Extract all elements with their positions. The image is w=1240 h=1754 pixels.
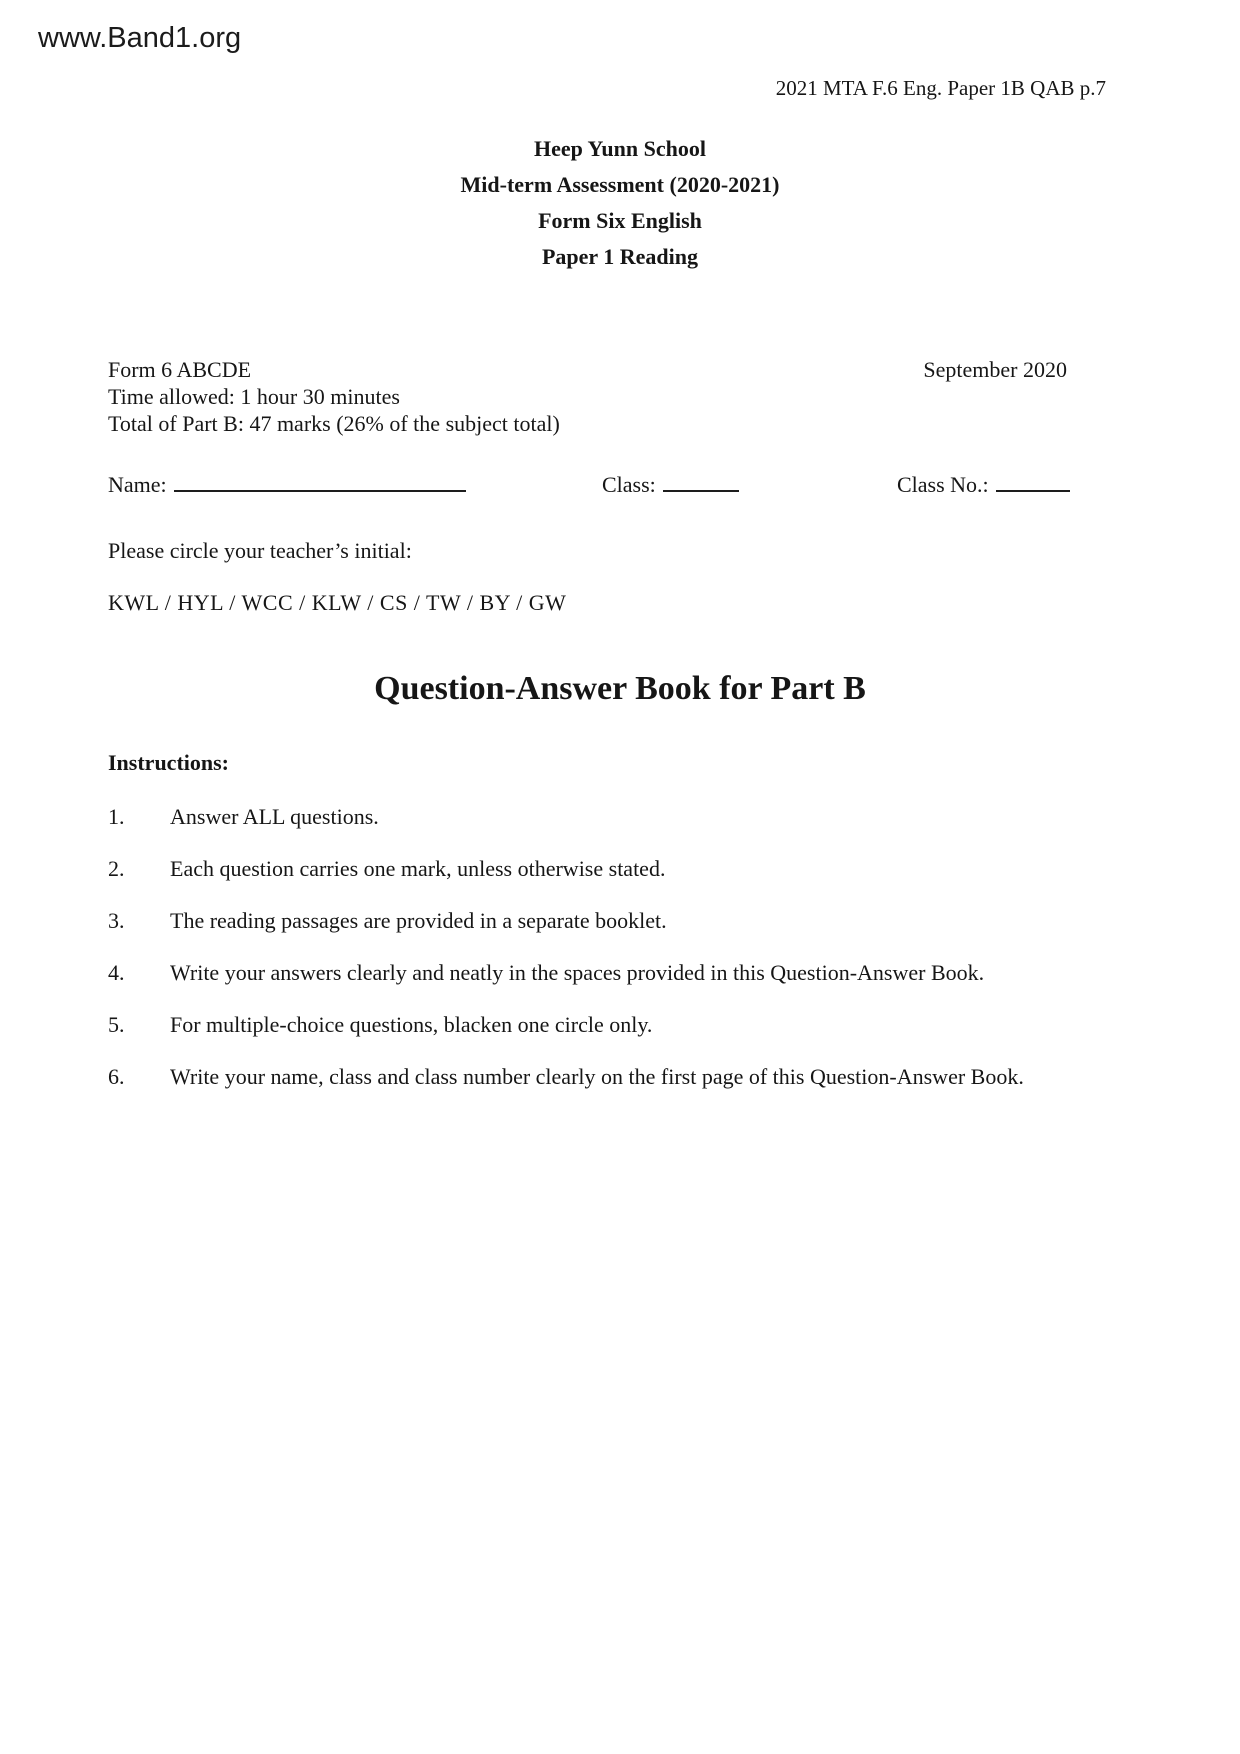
instruction-text: The reading passages are provided in a separate booklet. (170, 908, 667, 933)
watermark: www.Band1.org (38, 22, 242, 54)
form-title: Form Six English (538, 208, 702, 233)
info-line-1 (108, 356, 1067, 383)
header-page-reference: 2021 MTA F.6 Eng. Paper 1B QAB p.7 (775, 76, 1106, 100)
instruction-item (108, 959, 1148, 987)
instruction-item (108, 855, 1148, 883)
instructions-heading: Instructions: (108, 750, 230, 775)
class-no-label: Class No.: (897, 472, 989, 497)
instruction-number: 2. (108, 856, 125, 881)
paper-title: Paper 1 Reading (541, 244, 699, 269)
name-field-group (108, 468, 466, 498)
instruction-text: For multiple-choice questions, blacken one circle only. (170, 1012, 653, 1037)
instruction-text: Write your answers clearly and neatly in the spaces provided in this Question-Answer Book. (170, 960, 985, 985)
instruction-text: Answer ALL questions. (170, 804, 379, 829)
class-field-group (602, 468, 739, 498)
title-block (0, 131, 1240, 275)
instruction-number: 1. (108, 804, 125, 829)
question-answer-book-title: Question-Answer Book for Part B (374, 670, 866, 707)
instruction-text: Write your name, class and class number clearly on the first page of this Question-Answer Book. (170, 1064, 1024, 1089)
time-allowed: Time allowed: 1 hour 30 minutes (108, 384, 400, 409)
instruction-number: 4. (108, 960, 125, 985)
class-no-field-group (897, 468, 1070, 498)
total-marks: Total of Part B: 47 marks (26% of the subject total) (108, 411, 560, 436)
class-no-blank-line (996, 468, 1070, 492)
instruction-item (108, 1063, 1148, 1091)
exam-date: September 2020 (923, 357, 1067, 382)
instruction-number: 6. (108, 1064, 125, 1089)
assessment-title: Mid-term Assessment (2020-2021) (460, 172, 780, 197)
instruction-item (108, 1011, 1148, 1039)
instruction-number: 3. (108, 908, 125, 933)
exam-info-block (108, 356, 1067, 437)
instructions-list (108, 803, 1148, 1115)
name-label: Name: (108, 472, 167, 497)
teacher-initials: KWL / HYL / WCC / KLW / CS / TW / BY / GW (108, 590, 567, 615)
instruction-item (108, 907, 1148, 935)
instruction-text: Each question carries one mark, unless otherwise stated. (170, 856, 666, 881)
student-fields-row (108, 468, 1077, 498)
name-blank-line (174, 468, 466, 492)
school-name: Heep Yunn School (534, 136, 706, 161)
teacher-initial-prompt: Please circle your teacher’s initial: (108, 538, 412, 563)
form-class: Form 6 ABCDE (108, 357, 252, 382)
instruction-item (108, 803, 1148, 831)
class-blank-line (663, 468, 739, 492)
class-label: Class: (602, 472, 656, 497)
instruction-number: 5. (108, 1012, 125, 1037)
